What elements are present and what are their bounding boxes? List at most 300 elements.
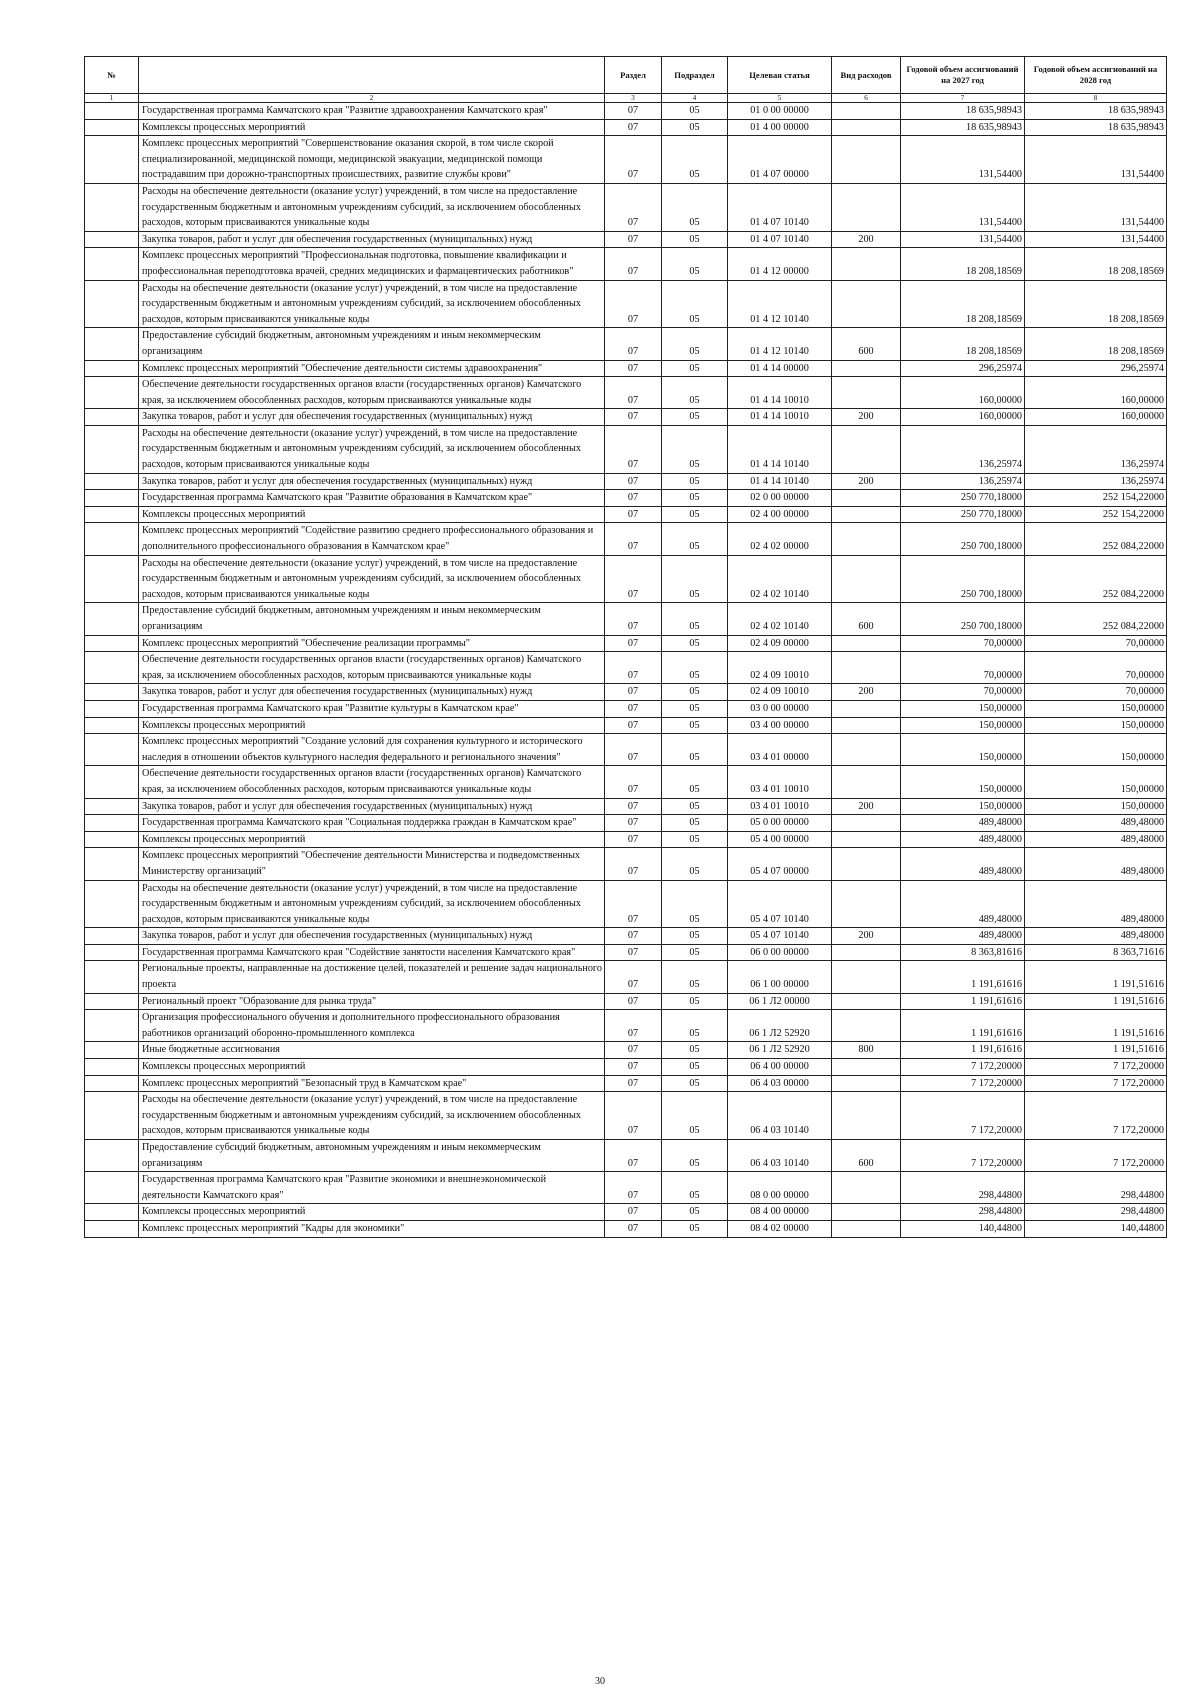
number-cell [85,360,139,377]
number-cell [85,603,139,635]
number-cell [85,717,139,734]
number-cell [85,961,139,993]
amount-2027-cell: 131,54400 [901,231,1025,248]
item-name-cell: Комплексы процессных мероприятий [139,506,605,523]
table-row [85,928,1167,945]
amount-2028-cell: 131,54400 [1025,136,1167,184]
table-row [85,1010,1167,1042]
podrazdel-cell: 05 [662,1140,728,1172]
target-article-cell: 03 4 01 00000 [728,734,832,766]
item-name-cell: Государственная программа Камчатского края "Развитие образования в Камчатском крае" [139,490,605,507]
expense-type-cell [832,506,901,523]
item-name-cell: Обеспечение деятельности государственных органов власти (государственных органов) Камчатского края, за исключением обособленных расходов, которым присваиваются уникальные коды [139,766,605,798]
amount-2028-cell: 150,00000 [1025,734,1167,766]
razdel-cell: 07 [605,717,662,734]
item-name-cell: Закупка товаров, работ и услуг для обеспечения государственных (муниципальных) нужд [139,231,605,248]
amount-2028-cell: 298,44800 [1025,1172,1167,1204]
item-name-cell: Комплексы процессных мероприятий [139,831,605,848]
table-row [85,328,1167,360]
number-cell [85,848,139,880]
header-number: № [85,57,139,94]
podrazdel-cell: 05 [662,880,728,928]
expense-type-cell [832,490,901,507]
podrazdel-cell: 05 [662,425,728,473]
item-name-cell: Обеспечение деятельности государственных органов власти (государственных органов) Камчатского края, за исключением обособленных расходов, которым присваиваются уникальные коды [139,652,605,684]
target-article-cell: 01 0 00 00000 [728,103,832,120]
target-article-cell: 06 4 03 00000 [728,1075,832,1092]
number-cell [85,1059,139,1076]
target-article-cell: 01 4 14 10010 [728,409,832,426]
table-row [85,490,1167,507]
item-name-cell: Региональные проекты, направленные на достижение целей, показателей и решение задач национального проекта [139,961,605,993]
podrazdel-cell: 05 [662,734,728,766]
amount-2028-cell: 160,00000 [1025,377,1167,409]
podrazdel-cell: 05 [662,506,728,523]
item-name-cell: Региональный проект "Образование для рынка труда" [139,993,605,1010]
razdel-cell: 07 [605,766,662,798]
amount-2028-cell: 1 191,51616 [1025,993,1167,1010]
amount-2027-cell: 136,25974 [901,425,1025,473]
number-cell [85,280,139,328]
target-article-cell: 01 4 07 00000 [728,136,832,184]
amount-2028-cell: 252 084,22000 [1025,603,1167,635]
expense-type-cell: 200 [832,409,901,426]
item-name-cell: Иные бюджетные ассигнования [139,1042,605,1059]
table-row [85,103,1167,120]
expense-type-cell: 200 [832,928,901,945]
target-article-cell: 01 4 00 00000 [728,119,832,136]
header-expense-type: Вид расходов [832,57,901,94]
number-cell [85,523,139,555]
expense-type-cell [832,377,901,409]
razdel-cell: 07 [605,119,662,136]
razdel-cell: 07 [605,961,662,993]
amount-2027-cell: 18 208,18569 [901,328,1025,360]
razdel-cell: 07 [605,831,662,848]
header-target-article: Целевая статья [728,57,832,94]
podrazdel-cell: 05 [662,231,728,248]
table-row [85,603,1167,635]
podrazdel-cell: 05 [662,766,728,798]
expense-type-cell [832,993,901,1010]
number-cell [85,815,139,832]
podrazdel-cell: 05 [662,652,728,684]
amount-2028-cell: 18 208,18569 [1025,328,1167,360]
amount-2027-cell: 70,00000 [901,684,1025,701]
expense-type-cell [832,700,901,717]
amount-2027-cell: 250 700,18000 [901,555,1025,603]
number-cell [85,944,139,961]
amount-2028-cell: 296,25974 [1025,360,1167,377]
item-name-cell: Закупка товаров, работ и услуг для обеспечения государственных (муниципальных) нужд [139,473,605,490]
item-name-cell: Комплексы процессных мероприятий [139,1204,605,1221]
expense-type-cell [832,831,901,848]
item-name-cell: Комплекс процессных мероприятий "Обеспечение реализации программы" [139,635,605,652]
expense-type-cell [832,1092,901,1140]
razdel-cell: 07 [605,700,662,717]
razdel-cell: 07 [605,409,662,426]
podrazdel-cell: 05 [662,684,728,701]
podrazdel-cell: 05 [662,136,728,184]
amount-2027-cell: 70,00000 [901,652,1025,684]
table-row [85,1204,1167,1221]
target-article-cell: 03 4 00 00000 [728,717,832,734]
table-row [85,1220,1167,1237]
expense-type-cell: 200 [832,798,901,815]
amount-2028-cell: 150,00000 [1025,717,1167,734]
amount-2028-cell: 1 191,51616 [1025,1010,1167,1042]
amount-2028-cell: 7 172,20000 [1025,1092,1167,1140]
podrazdel-cell: 05 [662,490,728,507]
amount-2028-cell: 489,48000 [1025,815,1167,832]
item-name-cell: Закупка товаров, работ и услуг для обеспечения государственных (муниципальных) нужд [139,684,605,701]
item-name-cell: Расходы на обеспечение деятельности (оказание услуг) учреждений, в том числе на предоставление государственным бюджетным и автономным учреждениям субсидий, за исключением обособленных расходов, которым присваиваются уникальные коды [139,555,605,603]
item-name-cell: Расходы на обеспечение деятельности (оказание услуг) учреждений, в том числе на предоставление государственным бюджетным и автономным учреждениям субсидий, за исключением обособленных расходов, которым присваиваются уникальные коды [139,425,605,473]
podrazdel-cell: 05 [662,1010,728,1042]
amount-2027-cell: 131,54400 [901,136,1025,184]
target-article-cell: 05 0 00 00000 [728,815,832,832]
number-cell [85,684,139,701]
amount-2027-cell: 298,44800 [901,1204,1025,1221]
target-article-cell: 02 4 02 10140 [728,603,832,635]
amount-2028-cell: 160,00000 [1025,409,1167,426]
amount-2027-cell: 250 700,18000 [901,523,1025,555]
razdel-cell: 07 [605,848,662,880]
item-name-cell: Комплексы процессных мероприятий [139,1059,605,1076]
target-article-cell: 02 0 00 00000 [728,490,832,507]
razdel-cell: 07 [605,652,662,684]
expense-type-cell [832,555,901,603]
expense-type-cell: 800 [832,1042,901,1059]
item-name-cell: Расходы на обеспечение деятельности (оказание услуг) учреждений, в том числе на предоставление государственным бюджетным и автономным учреждениям субсидий, за исключением обособленных расходов, которым присваиваются уникальные коды [139,1092,605,1140]
item-name-cell: Комплекс процессных мероприятий "Кадры для экономики" [139,1220,605,1237]
amount-2028-cell: 252 084,22000 [1025,523,1167,555]
expense-type-cell [832,944,901,961]
table-row [85,119,1167,136]
podrazdel-cell: 05 [662,409,728,426]
table-row [85,1075,1167,1092]
column-number: 7 [901,94,1025,103]
header-podrazdel: Подраздел [662,57,728,94]
amount-2027-cell: 489,48000 [901,848,1025,880]
razdel-cell: 07 [605,183,662,231]
table-row [85,652,1167,684]
table-row [85,1092,1167,1140]
amount-2028-cell: 18 208,18569 [1025,248,1167,280]
number-cell [85,1092,139,1140]
number-cell [85,1220,139,1237]
razdel-cell: 07 [605,1092,662,1140]
podrazdel-cell: 05 [662,993,728,1010]
target-article-cell: 02 4 02 00000 [728,523,832,555]
podrazdel-cell: 05 [662,1059,728,1076]
podrazdel-cell: 05 [662,944,728,961]
amount-2028-cell: 70,00000 [1025,684,1167,701]
amount-2027-cell: 298,44800 [901,1172,1025,1204]
number-cell [85,555,139,603]
item-name-cell: Государственная программа Камчатского края "Социальная поддержка граждан в Камчатском крае" [139,815,605,832]
item-name-cell: Комплекс процессных мероприятий "Содействие развитию среднего профессионального образования и дополнительного профессионального образования в Камчатском крае" [139,523,605,555]
header-amount-2028: Годовой объем ассигнований на 2028 год [1025,57,1167,94]
podrazdel-cell: 05 [662,523,728,555]
number-cell [85,831,139,848]
table-row [85,231,1167,248]
razdel-cell: 07 [605,635,662,652]
expense-type-cell: 200 [832,473,901,490]
header-name [139,57,605,94]
target-article-cell: 06 1 Л2 00000 [728,993,832,1010]
razdel-cell: 07 [605,1042,662,1059]
number-cell [85,1042,139,1059]
expense-type-cell [832,815,901,832]
header-row [85,57,1167,94]
razdel-cell: 07 [605,136,662,184]
amount-2028-cell: 150,00000 [1025,700,1167,717]
table-row [85,798,1167,815]
razdel-cell: 07 [605,815,662,832]
amount-2027-cell: 18 635,98943 [901,119,1025,136]
amount-2027-cell: 150,00000 [901,766,1025,798]
amount-2028-cell: 489,48000 [1025,831,1167,848]
amount-2027-cell: 7 172,20000 [901,1092,1025,1140]
amount-2027-cell: 7 172,20000 [901,1140,1025,1172]
podrazdel-cell: 05 [662,635,728,652]
expense-type-cell [832,652,901,684]
number-cell [85,635,139,652]
table-row [85,766,1167,798]
razdel-cell: 07 [605,280,662,328]
amount-2027-cell: 7 172,20000 [901,1075,1025,1092]
razdel-cell: 07 [605,555,662,603]
expense-type-cell [832,1075,901,1092]
amount-2027-cell: 250 770,18000 [901,506,1025,523]
item-name-cell: Комплекс процессных мероприятий "Обеспечение деятельности Министерства и подведомственных Министерству организаций" [139,848,605,880]
table-row [85,700,1167,717]
column-number: 5 [728,94,832,103]
target-article-cell: 02 4 09 10010 [728,684,832,701]
expense-type-cell [832,136,901,184]
podrazdel-cell: 05 [662,360,728,377]
amount-2028-cell: 489,48000 [1025,880,1167,928]
number-cell [85,103,139,120]
amount-2027-cell: 1 191,61616 [901,961,1025,993]
item-name-cell: Комплекс процессных мероприятий "Обеспечение деятельности системы здравоохранения" [139,360,605,377]
number-cell [85,652,139,684]
number-cell [85,473,139,490]
amount-2028-cell: 8 363,71616 [1025,944,1167,961]
column-number: 2 [139,94,605,103]
item-name-cell: Закупка товаров, работ и услуг для обеспечения государственных (муниципальных) нужд [139,798,605,815]
amount-2027-cell: 150,00000 [901,700,1025,717]
page-number: 30 [595,1676,605,1687]
target-article-cell: 02 4 02 10140 [728,555,832,603]
number-cell [85,231,139,248]
item-name-cell: Предоставление субсидий бюджетным, автономным учреждениям и иным некоммерческим организациям [139,1140,605,1172]
amount-2028-cell: 131,54400 [1025,183,1167,231]
table-row [85,409,1167,426]
amount-2028-cell: 136,25974 [1025,425,1167,473]
item-name-cell: Государственная программа Камчатского края "Развитие культуры в Камчатском крае" [139,700,605,717]
item-name-cell: Комплексы процессных мероприятий [139,119,605,136]
table-row [85,506,1167,523]
number-cell [85,409,139,426]
column-number: 8 [1025,94,1167,103]
expense-type-cell: 200 [832,684,901,701]
expense-type-cell [832,523,901,555]
expense-type-cell [832,1220,901,1237]
amount-2027-cell: 131,54400 [901,183,1025,231]
number-cell [85,1140,139,1172]
amount-2027-cell: 489,48000 [901,880,1025,928]
amount-2028-cell: 7 172,20000 [1025,1140,1167,1172]
amount-2027-cell: 250 700,18000 [901,603,1025,635]
podrazdel-cell: 05 [662,1042,728,1059]
amount-2027-cell: 160,00000 [901,377,1025,409]
item-name-cell: Комплекс процессных мероприятий "Профессиональная подготовка, повышение квалификации и профессиональная переподготовка врачей, средних медицинских и фармацевтических работников" [139,248,605,280]
table-row [85,961,1167,993]
table-header [85,57,1167,103]
amount-2027-cell: 489,48000 [901,831,1025,848]
number-cell [85,880,139,928]
table-row [85,473,1167,490]
amount-2027-cell: 1 191,61616 [901,993,1025,1010]
podrazdel-cell: 05 [662,961,728,993]
expense-type-cell [832,734,901,766]
table-row [85,425,1167,473]
podrazdel-cell: 05 [662,119,728,136]
expense-type-cell [832,103,901,120]
table-row [85,1140,1167,1172]
table-row [85,1042,1167,1059]
expense-type-cell [832,766,901,798]
item-name-cell: Государственная программа Камчатского края "Содействие занятости населения Камчатского края" [139,944,605,961]
expense-type-cell [832,1172,901,1204]
amount-2027-cell: 18 208,18569 [901,248,1025,280]
number-cell [85,798,139,815]
item-name-cell: Комплекс процессных мероприятий "Совершенствование оказания скорой, в том числе скорой специализированной, медицинской помощи, медицинской эвакуации, медицинской помощи пострадавшим при дорожно-транспортных происшествиях, развитие службы крови" [139,136,605,184]
target-article-cell: 03 0 00 00000 [728,700,832,717]
amount-2027-cell: 296,25974 [901,360,1025,377]
amount-2028-cell: 252 154,22000 [1025,490,1167,507]
razdel-cell: 07 [605,928,662,945]
table-row [85,993,1167,1010]
razdel-cell: 07 [605,1075,662,1092]
target-article-cell: 05 4 00 00000 [728,831,832,848]
expense-type-cell [832,248,901,280]
amount-2027-cell: 160,00000 [901,409,1025,426]
target-article-cell: 01 4 14 00000 [728,360,832,377]
razdel-cell: 07 [605,231,662,248]
table-body [85,103,1167,1238]
podrazdel-cell: 05 [662,700,728,717]
razdel-cell: 07 [605,523,662,555]
amount-2027-cell: 489,48000 [901,928,1025,945]
table-row [85,377,1167,409]
number-cell [85,1204,139,1221]
expense-type-cell [832,1204,901,1221]
number-cell [85,1010,139,1042]
table-row [85,136,1167,184]
table-row [85,248,1167,280]
razdel-cell: 07 [605,993,662,1010]
razdel-cell: 07 [605,1140,662,1172]
expense-type-cell: 200 [832,231,901,248]
target-article-cell: 08 4 00 00000 [728,1204,832,1221]
podrazdel-cell: 05 [662,717,728,734]
target-article-cell: 08 4 02 00000 [728,1220,832,1237]
podrazdel-cell: 05 [662,1075,728,1092]
amount-2027-cell: 7 172,20000 [901,1059,1025,1076]
number-cell [85,183,139,231]
razdel-cell: 07 [605,1172,662,1204]
table-row [85,831,1167,848]
razdel-cell: 07 [605,1220,662,1237]
podrazdel-cell: 05 [662,928,728,945]
table-row [85,1059,1167,1076]
target-article-cell: 08 0 00 00000 [728,1172,832,1204]
item-name-cell: Государственная программа Камчатского края "Развитие здравоохранения Камчатского края" [139,103,605,120]
amount-2027-cell: 18 208,18569 [901,280,1025,328]
item-name-cell: Расходы на обеспечение деятельности (оказание услуг) учреждений, в том числе на предоставление государственным бюджетным и автономным учреждениям субсидий, за исключением обособленных расходов, которым присваиваются уникальные коды [139,280,605,328]
target-article-cell: 06 0 00 00000 [728,944,832,961]
amount-2028-cell: 70,00000 [1025,635,1167,652]
item-name-cell: Комплекс процессных мероприятий "Создание условий для сохранения культурного и исторического наследия в отношении объектов культурного наследия федерального и регионального значения" [139,734,605,766]
number-cell [85,136,139,184]
podrazdel-cell: 05 [662,798,728,815]
amount-2028-cell: 136,25974 [1025,473,1167,490]
amount-2027-cell: 136,25974 [901,473,1025,490]
razdel-cell: 07 [605,880,662,928]
expense-type-cell [832,183,901,231]
amount-2028-cell: 18 635,98943 [1025,119,1167,136]
amount-2028-cell: 18 208,18569 [1025,280,1167,328]
target-article-cell: 05 4 07 10140 [728,880,832,928]
amount-2028-cell: 7 172,20000 [1025,1059,1167,1076]
amount-2028-cell: 298,44800 [1025,1204,1167,1221]
razdel-cell: 07 [605,1204,662,1221]
expense-type-cell [832,360,901,377]
amount-2027-cell: 489,48000 [901,815,1025,832]
table-row [85,734,1167,766]
podrazdel-cell: 05 [662,815,728,832]
amount-2027-cell: 18 635,98943 [901,103,1025,120]
amount-2028-cell: 7 172,20000 [1025,1075,1167,1092]
target-article-cell: 02 4 00 00000 [728,506,832,523]
item-name-cell: Расходы на обеспечение деятельности (оказание услуг) учреждений, в том числе на предоставление государственным бюджетным и автономным учреждениям субсидий, за исключением обособленных расходов, которым присваиваются уникальные коды [139,880,605,928]
number-cell [85,248,139,280]
podrazdel-cell: 05 [662,1092,728,1140]
razdel-cell: 07 [605,425,662,473]
table-row [85,944,1167,961]
razdel-cell: 07 [605,798,662,815]
table-row [85,183,1167,231]
target-article-cell: 06 4 03 10140 [728,1092,832,1140]
target-article-cell: 02 4 09 00000 [728,635,832,652]
razdel-cell: 07 [605,684,662,701]
table-row [85,848,1167,880]
podrazdel-cell: 05 [662,555,728,603]
expense-type-cell [832,961,901,993]
number-cell [85,928,139,945]
expense-type-cell [832,119,901,136]
item-name-cell: Комплекс процессных мероприятий "Безопасный труд в Камчатском крае" [139,1075,605,1092]
podrazdel-cell: 05 [662,183,728,231]
item-name-cell: Предоставление субсидий бюджетным, автономным учреждениям и иным некоммерческим организациям [139,603,605,635]
table-row [85,815,1167,832]
item-name-cell: Обеспечение деятельности государственных органов власти (государственных органов) Камчатского края, за исключением обособленных расходов, которым присваиваются уникальные коды [139,377,605,409]
column-number-row [85,94,1167,103]
podrazdel-cell: 05 [662,1220,728,1237]
